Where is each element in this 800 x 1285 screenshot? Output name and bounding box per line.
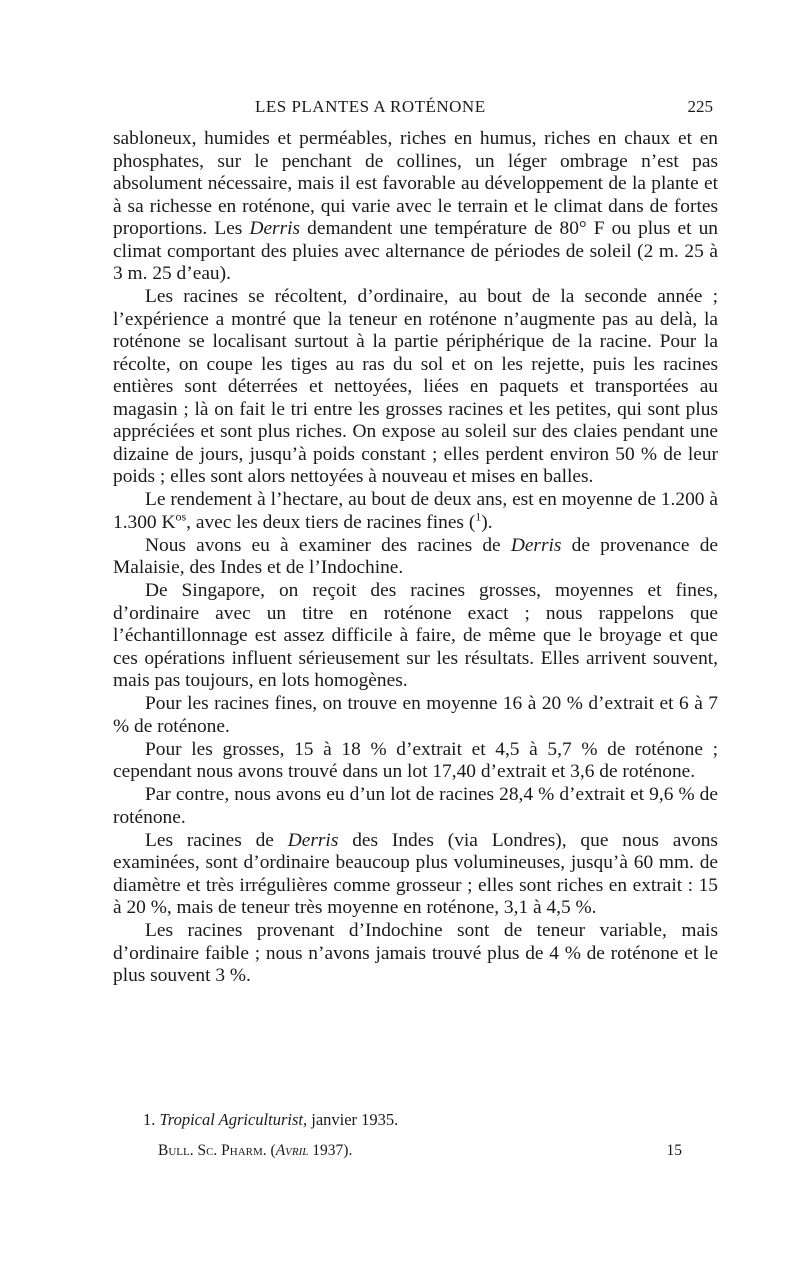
text-run: Nous avons eu à examiner des racines de [145, 534, 511, 556]
journal-year: 1937). [308, 1142, 353, 1159]
footnote-date: janvier 1935. [311, 1110, 399, 1129]
page-number: 225 [687, 97, 713, 116]
text-run: , avec les deux tiers de racines fines ( [186, 511, 476, 533]
journal-month: Avril [275, 1142, 309, 1159]
paragraph [113, 128, 718, 286]
running-title: LES PLANTES A ROTÉNONE [255, 97, 486, 116]
footnote-number: 1. [143, 1110, 156, 1129]
italic-term: Derris [249, 218, 301, 239]
superscript: 1 [475, 509, 482, 524]
text-run: Les racines provenant d’Indochine sont de teneur variable, mais d’ordinaire faible ; nous n’avons jamais trouvé plus de 4 % de roténone et le plus souvent 3 %. [113, 920, 718, 986]
paragraph [113, 286, 718, 489]
paragraph [113, 580, 718, 693]
text-run: Les racines de [145, 829, 288, 851]
text-run: ). [481, 511, 493, 533]
superscript: os [175, 509, 187, 524]
signature-mark: 15 [666, 1142, 682, 1159]
text-run: De Singapore, on reçoit des racines grosses, moyennes et fines, d’ordinaire avec un titre en roténone exact ; nous rappelons que l’échantillonnage est assez difficile à faire, de même que le broyage et que ces opérations influent sérieusement sur les résultats. Elles arrivent souvent, mais pas toujours, en lots homogènes. [113, 580, 718, 691]
paragraph [113, 830, 718, 920]
body-text [113, 128, 718, 988]
journal-name: Bull. Sc. Pharm. ( [158, 1142, 276, 1159]
text-run: Le rendement à l’hectare, au bout de deux ans, est en moyenne de 1.200 à 1.300 K [113, 489, 718, 533]
footnote-source: Tropical Agriculturist, [159, 1110, 308, 1129]
paragraph [113, 489, 718, 534]
paragraph [113, 535, 718, 580]
italic-term: Derris [287, 829, 339, 851]
text-run: demandent une température de 80° F ou plus et un climat comportant des pluies avec alternance de périodes de soleil (2 m. 25 à 3 m. 25 d’eau). [113, 218, 718, 284]
text-run: sabloneux, humides et perméables, riches en humus, riches en chaux et en phosphates, sur le penchant de collines, un léger ombrage n’est pas absolument nécessaire, mais il est favorable au développement de la plante et à sa richesse en roténone, qui varie avec le terrain et le climat dans de fortes proportions. Les [113, 128, 718, 239]
paragraph [113, 693, 718, 738]
paragraph [113, 739, 718, 784]
text-run: Pour les grosses, 15 à 18 % d’extrait et 4,5 à 5,7 % de roténone ; cependant nous avons trouvé dans un lot 17,40 d’extrait et 3,6 de roténone. [113, 738, 718, 782]
text-run: des Indes (via Londres), que nous avons examinées, sont d’ordinaire beaucoup plus volumineuses, jusqu’à 60 mm. de diamètre et très irrégulières comme grosseur ; elles sont riches en extrait : 15 à 20 %, mais de teneur très moyenne en roténone, 3,1 à 4,5 %. [113, 829, 718, 918]
footnote [143, 1110, 398, 1130]
paragraph [113, 920, 718, 988]
text-run: de provenance de Malaisie, des Indes et de l’Indochine. [113, 534, 718, 578]
journal-reference [158, 1142, 352, 1160]
italic-term: Derris [510, 534, 562, 556]
text-run: Pour les racines fines, on trouve en moyenne 16 à 20 % d’extrait et 6 à 7 % de roténone. [113, 693, 718, 737]
text-run: Les racines se récoltent, d’ordinaire, au bout de la seconde année ; l’expérience a montré que la teneur en roténone n’augmente pas au delà, la roténone se localisant surtout à la partie périphérique de la racine. Pour la récolte, on coupe les tiges au ras du sol et on les rejette, puis les racines entières sont déterrées et nettoyées, liées en paquets et transportées au magasin ; là on fait le tri entre les grosses racines et les petites, qui sont plus appréciées et sont plus riches. On expose au soleil sur des claies pendant une dizaine de jours, jusqu’à poids constant ; elles perdent environ 50 % de leur poids ; elles sont alors nettoyées à nouveau et mises en balles. [113, 286, 718, 487]
page-header [0, 97, 800, 121]
text-run: Par contre, nous avons eu d’un lot de racines 28,4 % d’extrait et 9,6 % de roténone. [113, 784, 718, 828]
paragraph [113, 784, 718, 829]
